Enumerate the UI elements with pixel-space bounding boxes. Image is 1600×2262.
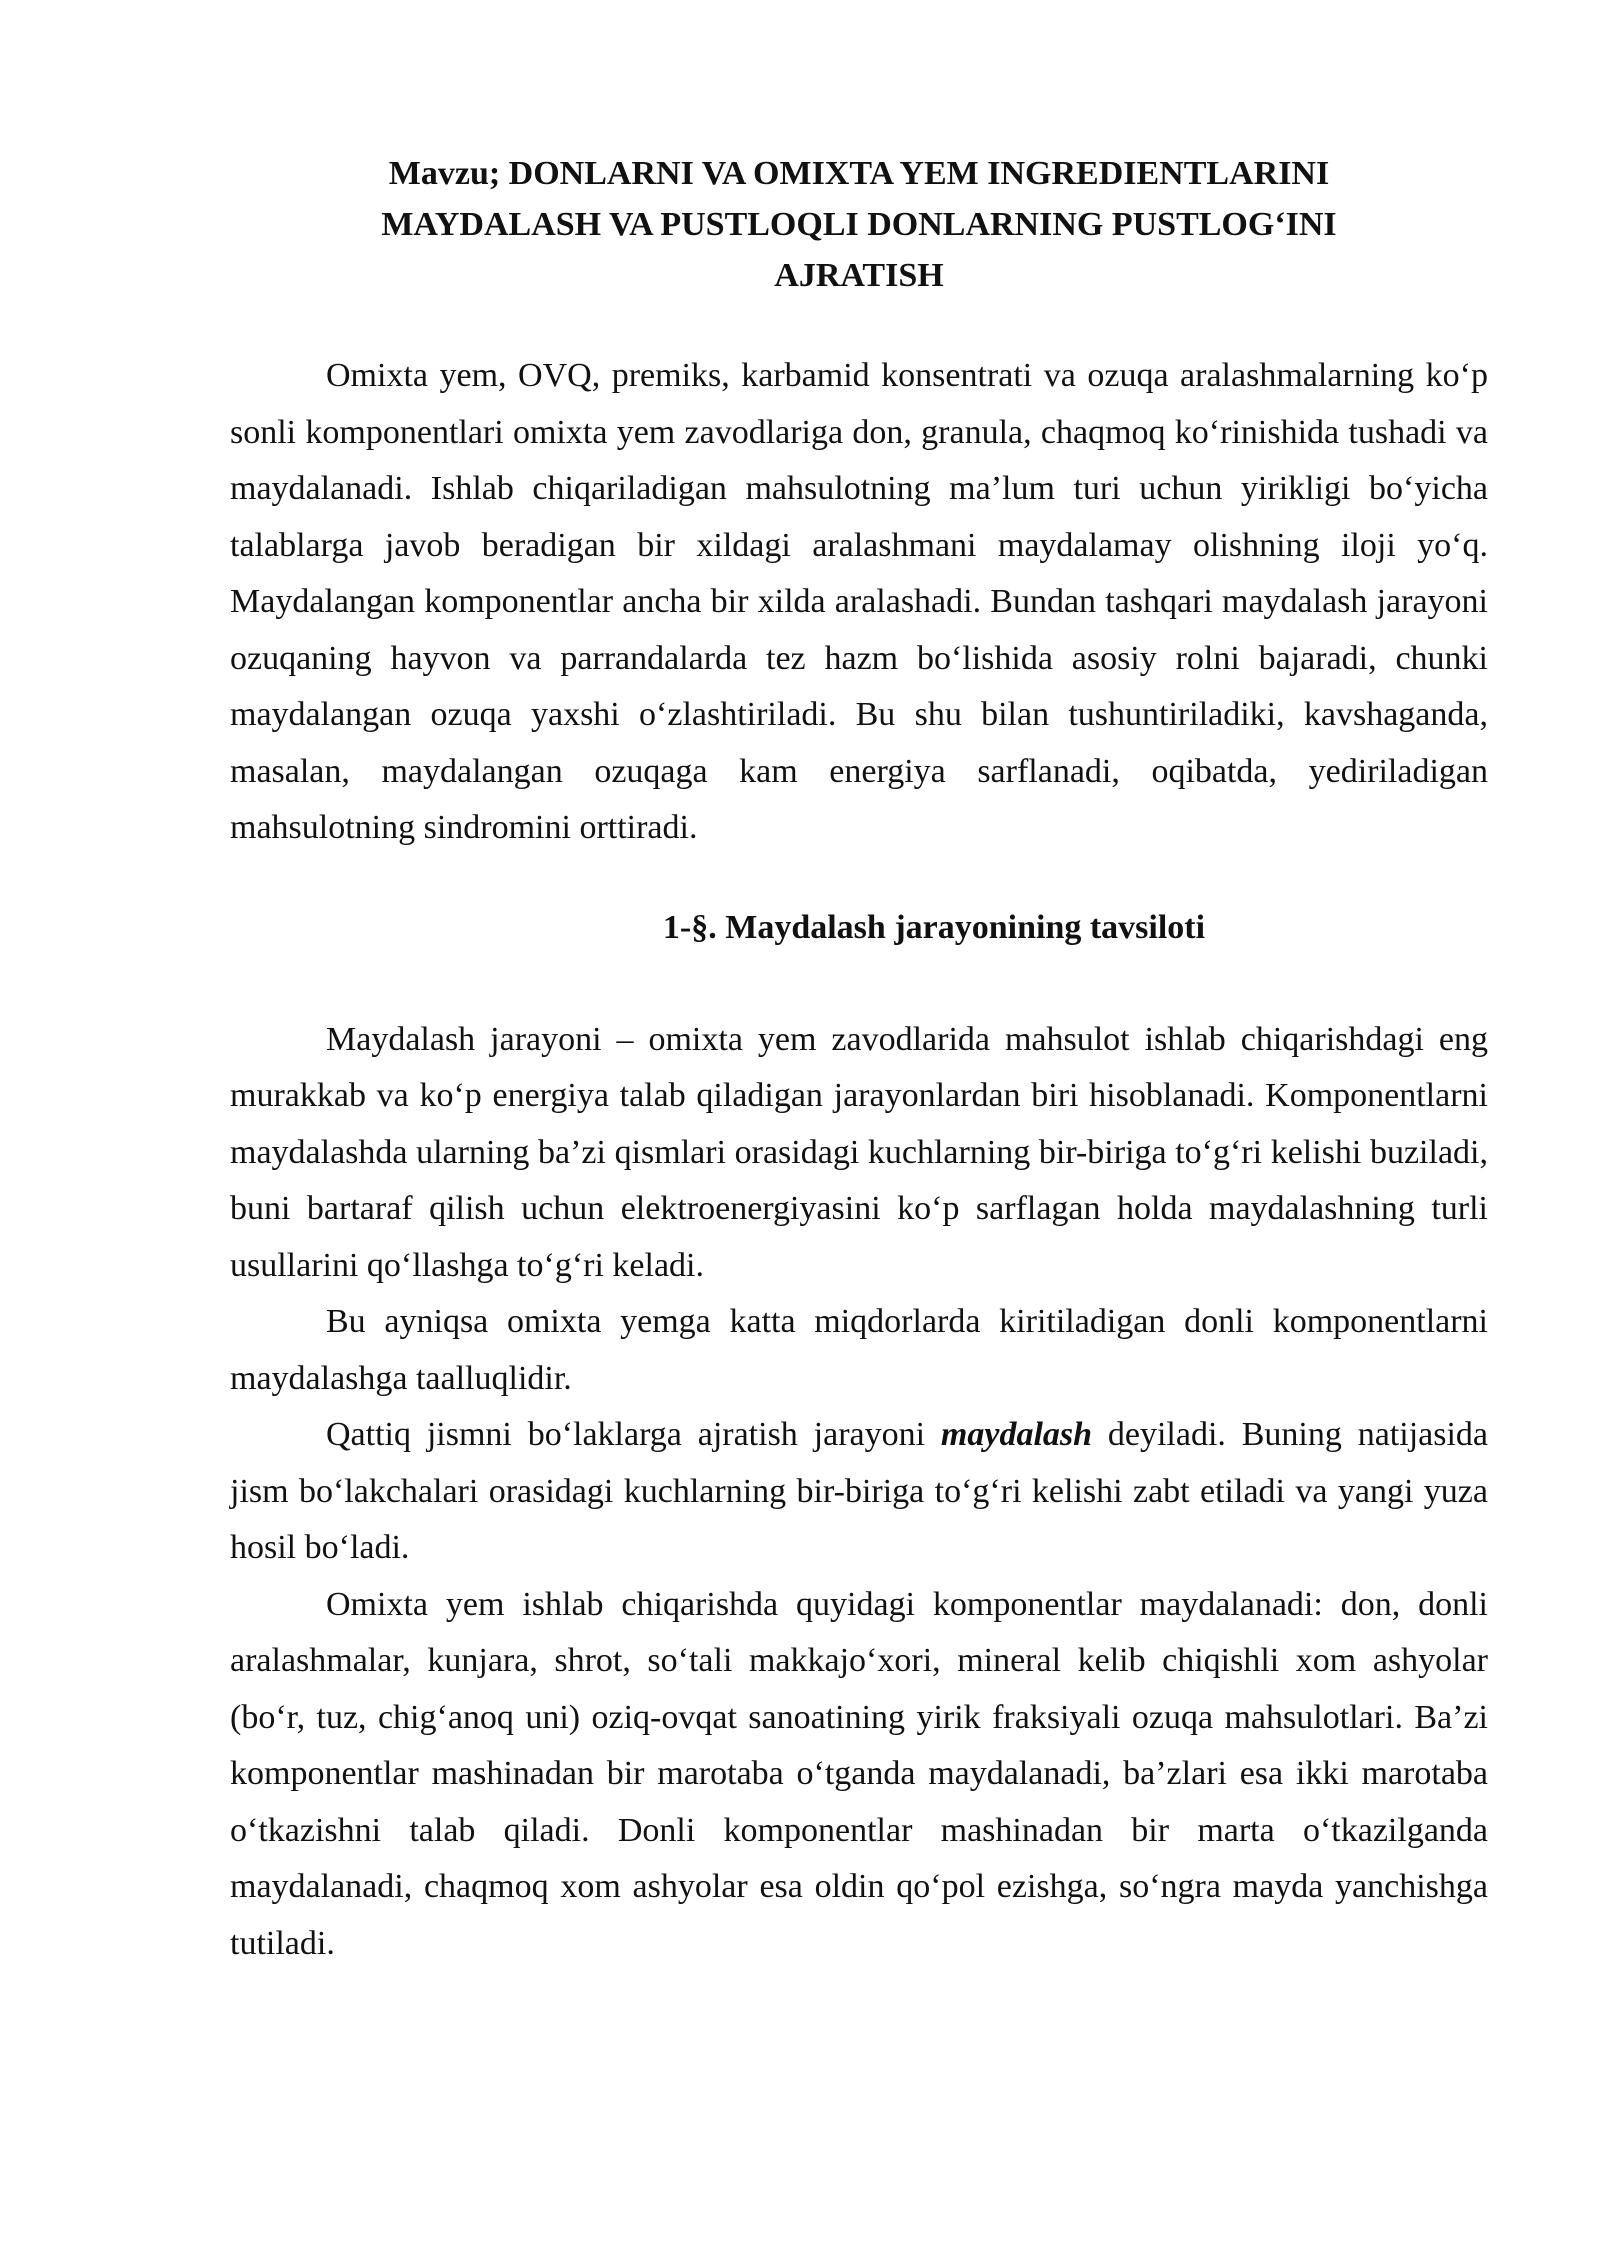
body-paragraph: Bu ayniqsa omixta yemga katta miqdorlarda kiritiladigan donli komponentlarni maydalashga taalluqlidir. [230, 1303, 1488, 1397]
definition-text-before: Qattiq jismni bo‘laklarga ajratish jarayoni [326, 1416, 941, 1453]
intro-paragraph: Omixta yem, OVQ, premiks, karbamid konsentrati va ozuqa aralashmalarning ko‘p sonli komponentlari omixta yem zavodlariga don, granula, chaqmoq ko‘rinishida tushadi va maydalanadi. Ishlab chiqariladigan mahsulotning ma’lum turi uchun yirikligi bo‘yicha talablarga javob beradigan bir xildagi aralashmani maydalamay olishning iloji yo‘q. Maydalangan komponentlar ancha bir xilda aralashadi. Bundan tashqari maydalash jarayoni ozuqaning hayvon va parrandalarda tez hazm bo‘lishida asosiy rolni bajaradi, chunki maydalangan ozuqa yaxshi o‘zlashtiriladi. Bu shu bilan tushuntiriladiki, kavshaganda, masalan, maydalangan ozuqaga kam energiya sarflanadi, oqibatda, yediriladigan mahsulotning sindromini orttiradi. [230, 357, 1488, 846]
title-line: MAYDALASH VA PUSTLOQLI DONLARNING PUSTLOG‘INI [381, 206, 1337, 243]
definition-text-after: deyiladi. Buning natijasida jism bo‘lakchalari orasidagi kuchlarning bir-biriga to‘g‘ri kelishi zabt etiladi va yangi yuza hosil bo‘ladi. [230, 1416, 1489, 1566]
body-paragraph: Maydalash jarayoni – omixta yem zavodlarida mahsulot ishlab chiqarishdagi eng murakkab va ko‘p energiya talab qiladigan jarayonlardan biri hisoblanadi. Komponentlarni maydalashda ularning ba’zi qismlari orasidagi kuchlarning bir-biriga to‘g‘ri kelishi buziladi, buni bartaraf qilish uchun elektroenergiyasini ko‘p sarflagan holda maydalashning turli usullarini qo‘llashga to‘g‘ri keladi. [230, 1020, 1488, 1284]
title-line: AJRATISH [774, 257, 944, 294]
body-paragraph: Omixta yem ishlab chiqarishda quyidagi komponentlar maydalanadi: don, donli aralashmalar, kunjara, shrot, so‘tali makkajo‘xori, mineral kelib chiqishli xom ashyolar (bo‘r, tuz, chig‘anoq uni) oziq-ovqat sanoatining yirik fraksiyali ozuqa mahsulotlari. Ba’zi komponentlar mashinadan bir marotaba o‘tganda maydalanadi, ba’zlari esa ikki marotaba o‘tkazishni talab qiladi. Donli komponentlar mashinadan bir marta o‘tkazilganda maydalanadi, chaqmoq xom ashyolar esa oldin qo‘pol ezishga, so‘ngra mayda yanchishga tutiladi. [230, 1585, 1488, 1962]
document-body [230, 148, 1488, 1972]
section-heading: 1-§. Maydalash jarayonining tavsiloti [662, 908, 1206, 946]
definition-paragraph [230, 1407, 1488, 1577]
title-line: Mavzu; DONLARNI VA OMIXTA YEM INGREDIENTLARINI [388, 155, 1330, 192]
document-title [230, 148, 1488, 301]
defined-term: maydalash [940, 1416, 1093, 1453]
